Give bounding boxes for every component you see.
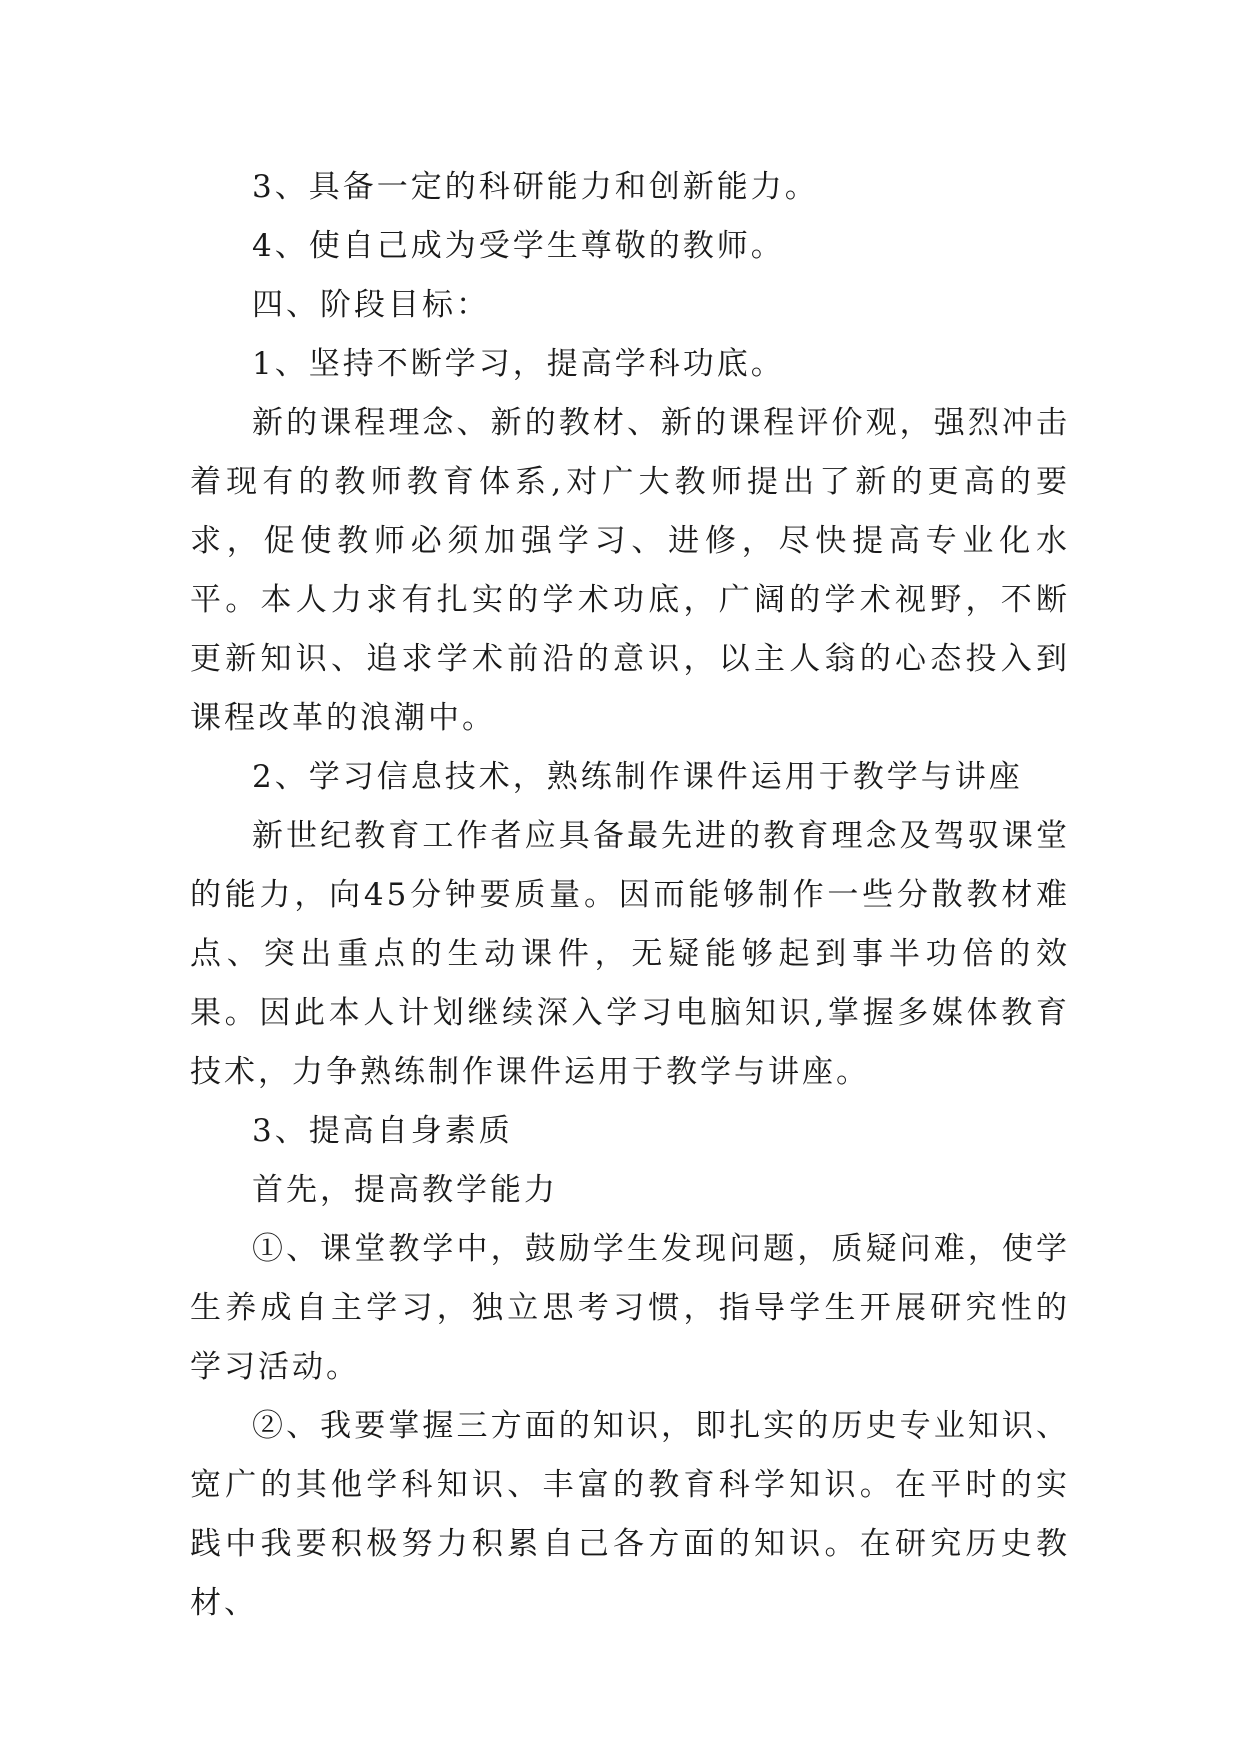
paragraph-teaching-ability: 首先，提高教学能力 [252,1172,558,1208]
paragraph-goal-4: 4、使自己成为受学生尊敬的教师。 [252,228,785,264]
paragraph-stage-goal-3: 3、提高自身素质 [252,1113,513,1149]
paragraph-stage-goal-2: 2、学习信息技术，熟练制作课件运用于教学与讲座 [252,759,1023,795]
document-body [190,158,1070,1633]
paragraph-item-1: ①、课堂教学中，鼓励学生发现问题，质疑问难，使学生养成自主学习，独立思考习惯，指导学生开展研究性的学习活动。 [190,1231,1070,1385]
paragraph-item-2: ②、我要掌握三方面的知识，即扎实的历史专业知识、宽广的其他学科知识、丰富的教育科学知识。在平时的实践中我要积极努力积累自己各方面的知识。在研究历史教材、 [190,1408,1070,1621]
paragraph-goal-3: 3、具备一定的科研能力和创新能力。 [252,169,819,205]
section-heading-stage-goals: 四、阶段目标： [252,287,490,323]
paragraph-curriculum-reform: 新的课程理念、新的教材、新的课程评价观，强烈冲击着现有的教师教育体系,对广大教师提出了新的更高的要求，促使教师必须加强学习、进修，尽快提高专业化水平。本人力求有扎实的学术功底，广阔的学术视野，不断更新知识、追求学术前沿的意识，以主人翁的心态投入到课程改革的浪潮中。 [190,405,1070,736]
paragraph-information-technology: 新世纪教育工作者应具备最先进的教育理念及驾驭课堂的能力，向45分钟要质量。因而能够制作一些分散教材难点、突出重点的生动课件，无疑能够起到事半功倍的效果。因此本人计划继续深入学习电脑知识,掌握多媒体教育技术，力争熟练制作课件运用于教学与讲座。 [190,818,1070,1090]
paragraph-stage-goal-1: 1、坚持不断学习，提高学科功底。 [252,346,785,382]
